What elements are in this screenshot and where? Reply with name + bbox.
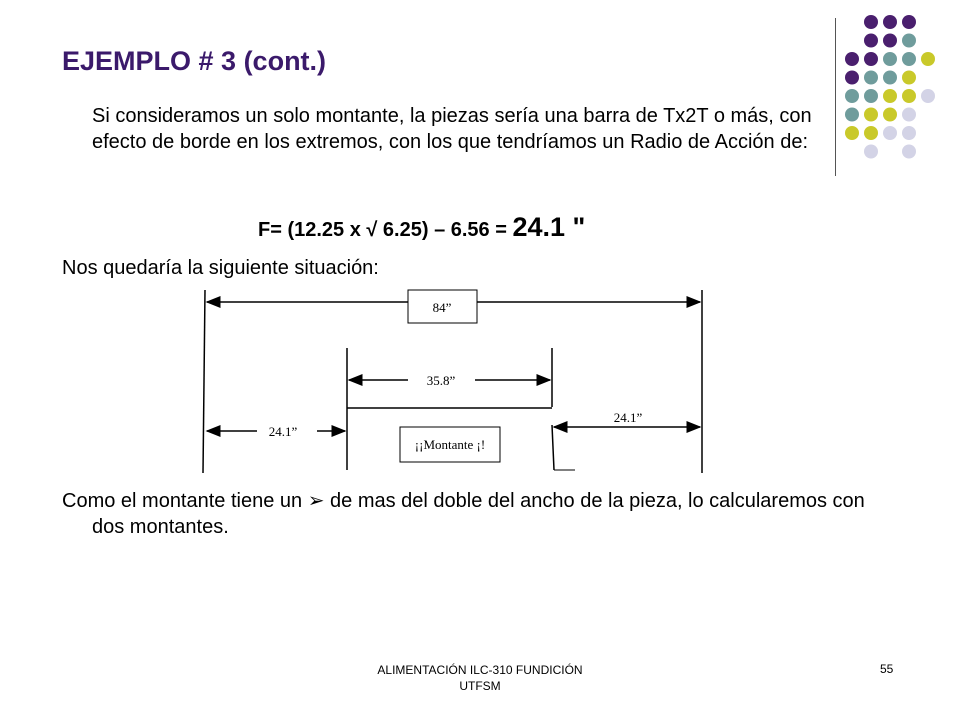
decorative-dot [864, 52, 878, 66]
decorative-dot [883, 108, 897, 122]
right-radius-label: 24.1” [613, 410, 643, 425]
decorative-dot [902, 89, 916, 103]
decorative-dot [883, 34, 897, 48]
decorative-dot [883, 126, 897, 140]
decorative-dot [902, 71, 916, 85]
decorative-dot [902, 145, 916, 159]
decorative-dot [864, 71, 878, 85]
left-radius-label: 24.1” [268, 424, 298, 439]
bullet-arrow-icon: ➢ [307, 490, 325, 512]
total-width-label: 84” [432, 300, 452, 315]
footer-course: ALIMENTACIÓN ILC-310 FUNDICIÓN [377, 663, 583, 677]
paragraph-situation: Nos quedaría la siguiente situación: [62, 257, 379, 279]
slide-title: EJEMPLO # 3 (cont.) [62, 46, 327, 76]
decorative-dot [883, 89, 897, 103]
paragraph-intro: Si consideramos un solo montante, la piezas sería una barra de Tx2T o más, con efecto de borde en los extremos, con los que tendríamos un Radio de Acción de: [92, 105, 812, 153]
left-edge-line [203, 290, 205, 473]
decorative-dot [845, 89, 859, 103]
footer-institution: UTFSM [459, 679, 501, 693]
formula-expression: F= (12.25 x √ 6.25) – 6.56 = [258, 219, 513, 241]
formula-result: 24.1 " [512, 212, 586, 242]
decorative-dot [902, 126, 916, 140]
conclusion-text-start: Como el montante tiene un [62, 490, 308, 512]
decorative-dot [921, 52, 935, 66]
montante-label: ¡¡Montante ¡! [414, 437, 486, 452]
page-number: 55 [880, 662, 894, 676]
decorative-dot [864, 145, 878, 159]
decorative-dot [883, 71, 897, 85]
decorative-dot [864, 126, 878, 140]
decorative-dot-grid [840, 14, 960, 164]
decorative-dot [902, 34, 916, 48]
decorative-dot [883, 15, 897, 29]
decorative-dot [845, 52, 859, 66]
formula [258, 212, 585, 243]
decorative-dot [902, 15, 916, 29]
decorative-dot [864, 89, 878, 103]
decorative-dot [883, 52, 897, 66]
decorative-dot [902, 52, 916, 66]
footer [330, 662, 630, 694]
decorative-dot [864, 15, 878, 29]
center-width-label: 35.8” [426, 373, 456, 388]
decorative-dot [864, 34, 878, 48]
decorative-dot [902, 108, 916, 122]
decorative-dot [864, 108, 878, 122]
conclusion-text-end: de mas del doble del ancho de la pieza, lo calcularemos con dos montantes. [92, 490, 865, 538]
decorative-dot [921, 89, 935, 103]
decorative-dot [845, 71, 859, 85]
dimension-diagram [195, 285, 720, 475]
paragraph-conclusion [62, 488, 872, 540]
center-right-lower-line [552, 425, 554, 470]
